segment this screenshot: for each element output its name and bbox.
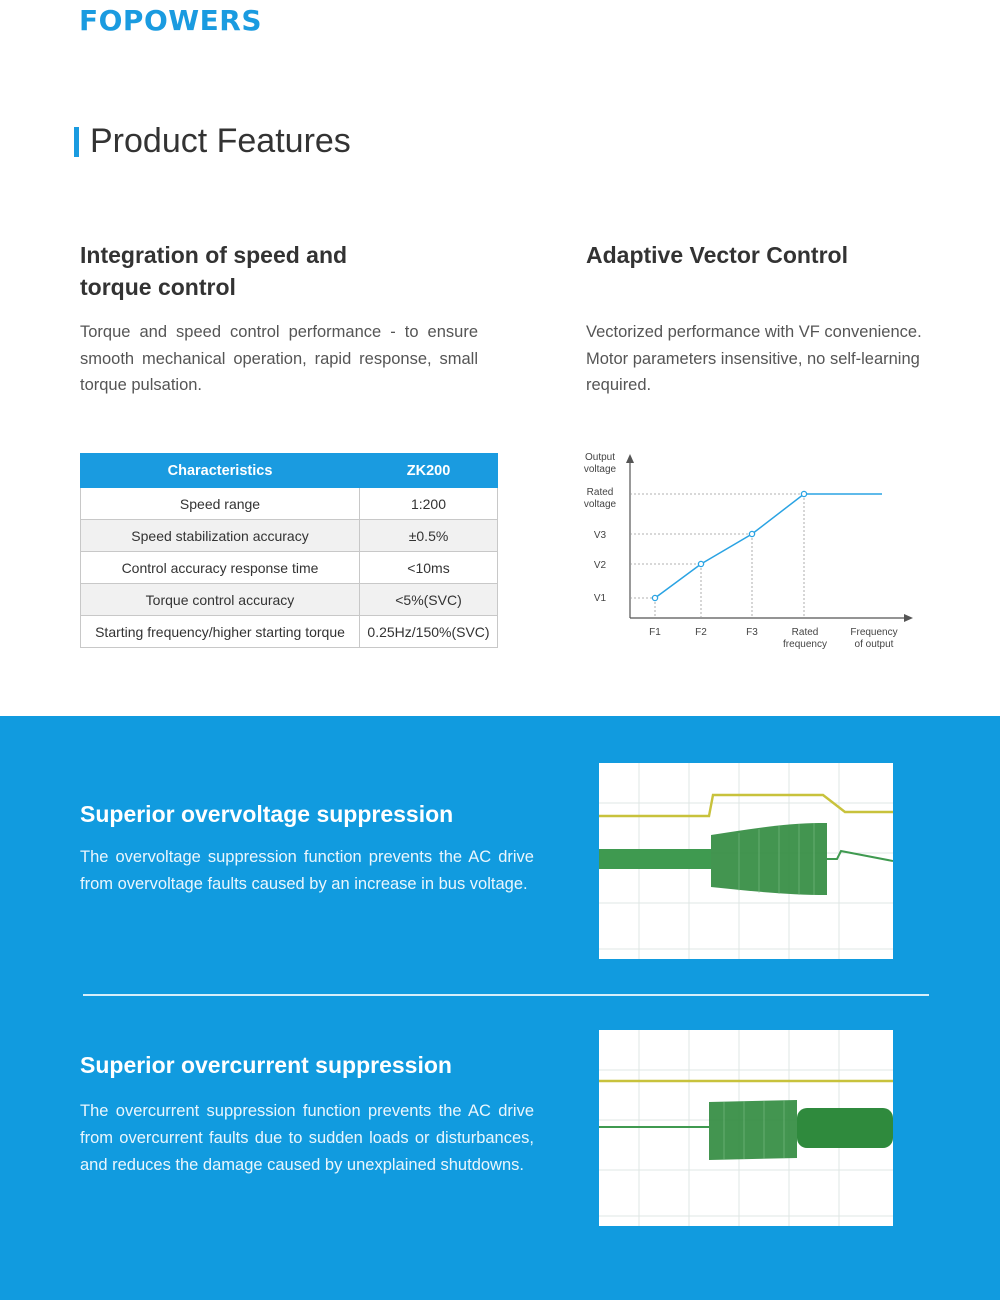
y-tick-rated-line1: Rated — [586, 487, 614, 498]
feature-title-vector: Adaptive Vector Control — [586, 242, 848, 268]
point-f2-v2 — [698, 561, 703, 566]
x-axis-label-line1: Frequency — [850, 627, 898, 638]
scope-current-burst — [711, 823, 827, 895]
heading-accent-bar — [74, 127, 79, 157]
x-tick-rated-line1: Rated — [791, 627, 819, 638]
chart-axes — [626, 454, 913, 622]
feature-title-speed-torque — [80, 239, 500, 303]
table-header: Characteristics — [81, 454, 360, 488]
y-axis-label-line1: Output — [584, 452, 616, 463]
vf-series-points — [652, 491, 806, 600]
y-tick-v3: V3 — [593, 530, 607, 541]
section-heading — [74, 122, 351, 161]
point-f3-v3 — [749, 531, 754, 536]
feature-title-line: torque control — [80, 274, 236, 300]
y-tick-v1: V1 — [593, 593, 607, 604]
scope-current-before — [599, 849, 711, 869]
x-tick-f1: F1 — [649, 627, 661, 638]
vf-curve-chart — [580, 448, 920, 658]
feature-desc-vector: Vectorized performance with VF convenience. Motor parameters insensitive, no self-learning required. — [586, 323, 922, 394]
overvoltage-oscilloscope-image — [599, 763, 893, 959]
x-tick-f2: F2 — [695, 627, 707, 638]
table-cell: <10ms — [360, 552, 498, 584]
scope-voltage-trace — [599, 795, 893, 816]
table-cell: Starting frequency/higher starting torque — [81, 616, 360, 648]
x-tick-f3: F3 — [746, 627, 758, 638]
table-row — [81, 520, 498, 552]
table-cell: <5%(SVC) — [360, 584, 498, 616]
band-divider — [83, 994, 929, 996]
overcurrent-title: Superior overcurrent suppression — [80, 1052, 452, 1078]
spec-table — [80, 453, 498, 648]
page-title: Product Features — [90, 122, 351, 160]
overcurrent-desc: The overcurrent suppression function prevents the AC drive from overcurrent faults due to sudden loads or disturbances, and reduces the damage caused by unexplained shutdowns. — [80, 1102, 534, 1174]
y-tick-v2: V2 — [593, 560, 607, 571]
x-axis-label-line2: of output — [854, 639, 894, 650]
point-f1-v1 — [652, 595, 657, 600]
x-axis-arrow-icon — [904, 614, 913, 622]
brand-logo[interactable]: FOPOWERS — [79, 4, 262, 37]
table-cell: Control accuracy response time — [81, 552, 360, 584]
table-row — [81, 584, 498, 616]
y-tick-rated-line2: voltage — [583, 499, 617, 510]
feature-title-line: Integration of speed and — [80, 242, 348, 268]
overcurrent-oscilloscope-image — [599, 1030, 893, 1226]
table-header: ZK200 — [360, 454, 498, 488]
y-axis-arrow-icon — [626, 454, 634, 463]
y-axis-label-line2: voltage — [583, 464, 617, 475]
feature-desc-speed-torque: Torque and speed control performance - to ensure smooth mechanical operation, rapid response, small torque pulsation. — [80, 323, 478, 394]
table-cell: Speed stabilization accuracy — [81, 520, 360, 552]
table-cell: 0.25Hz/150%(SVC) — [360, 616, 498, 648]
table-row — [81, 616, 498, 648]
scope-current-steady — [797, 1108, 893, 1148]
table-cell: Torque control accuracy — [81, 584, 360, 616]
table-header-row — [81, 454, 498, 488]
table-row — [81, 488, 498, 520]
point-rated — [801, 491, 806, 496]
vf-series-line — [655, 494, 882, 598]
table-cell: ±0.5% — [360, 520, 498, 552]
x-tick-rated-line2: frequency — [783, 639, 827, 650]
table-cell: Speed range — [81, 488, 360, 520]
overvoltage-desc: The overvoltage suppression function prevents the AC drive from overvoltage faults caused by an increase in bus voltage. — [80, 848, 534, 893]
table-cell: 1:200 — [360, 488, 498, 520]
table-row — [81, 552, 498, 584]
overvoltage-title: Superior overvoltage suppression — [80, 801, 454, 827]
